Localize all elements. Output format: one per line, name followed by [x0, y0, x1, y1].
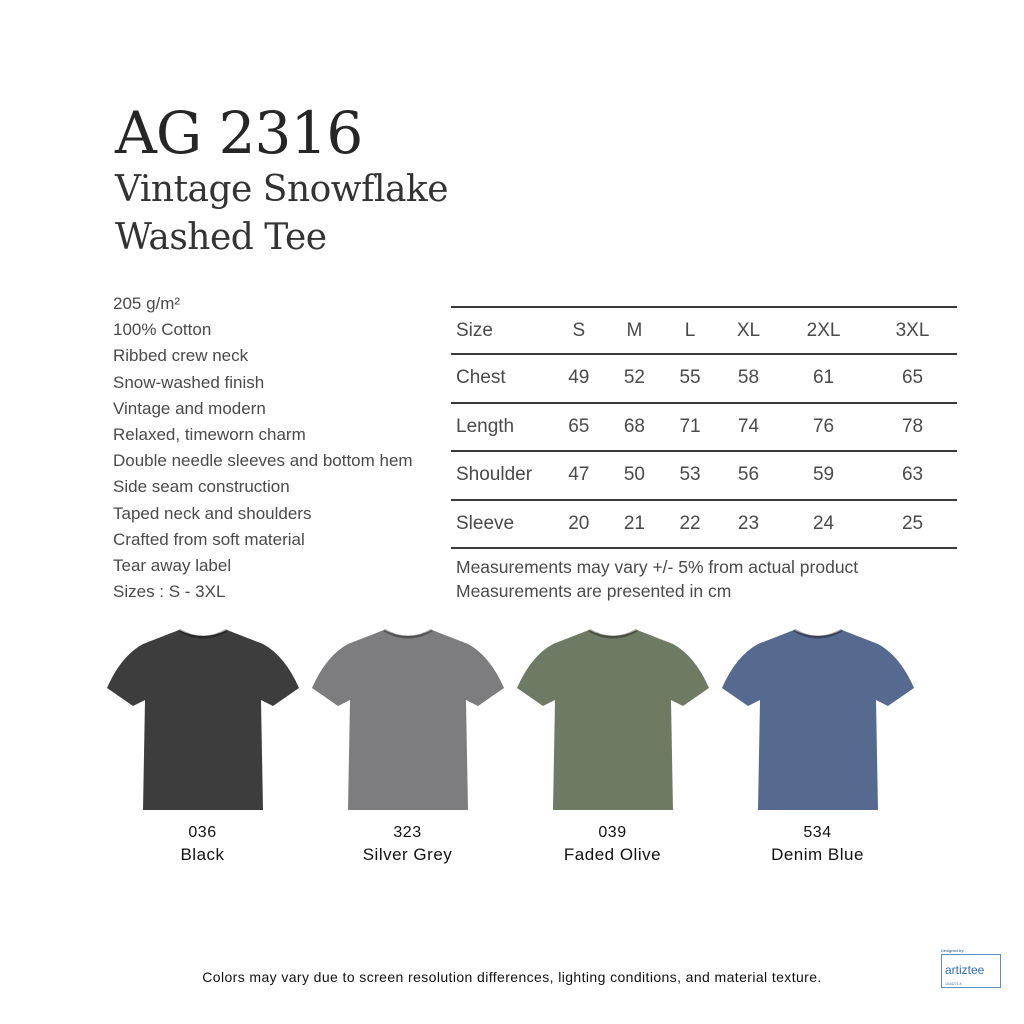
table-cell: 25 [901, 512, 924, 534]
size-header-label: Size [456, 319, 493, 341]
feature-item: Crafted from soft material [113, 529, 305, 549]
measurement-notes [456, 555, 858, 603]
table-cell: 71 [679, 415, 701, 437]
tshirt-shape [107, 630, 299, 810]
size-header-cell: 2XL [806, 319, 841, 341]
feature-item: Ribbed crew neck [113, 346, 249, 366]
color-disclaimer: Colors may vary due to screen resolution differences, lighting conditions, and material texture. [202, 969, 822, 985]
logo-frame [941, 954, 1001, 988]
measurement-note-units: Measurements are presented in cm [456, 581, 732, 601]
feature-item: Vintage and modern [113, 398, 266, 418]
feature-item: 205 g/m² [113, 294, 181, 313]
title-block [115, 100, 448, 262]
size-header-cell: L [684, 319, 696, 341]
table-row [451, 354, 957, 403]
table-cell: 24 [812, 512, 835, 534]
table-cell: 50 [623, 464, 645, 486]
color-name: Denim Blue [771, 845, 864, 864]
tshirt-shape [517, 630, 709, 810]
table-row [451, 451, 957, 500]
brand-logo [941, 948, 1003, 992]
table-row [451, 500, 957, 549]
feature-item: Double needle sleeves and bottom hem [113, 451, 413, 471]
size-header-row [451, 307, 957, 354]
table-cell: 53 [679, 464, 701, 486]
table-cell: 56 [737, 464, 760, 486]
logo-id: 1044271 A [945, 982, 962, 986]
color-name: Faded Olive [563, 845, 662, 864]
table-cell: 76 [812, 415, 835, 437]
tshirt-shape [312, 630, 504, 810]
feature-item: Sizes : S - 3XL [113, 582, 226, 602]
table-cell: 55 [679, 367, 701, 389]
table-cell: 65 [568, 415, 590, 437]
feature-item: 100% Cotton [113, 320, 212, 340]
table-cell: 21 [623, 512, 645, 534]
table-cell: 58 [737, 367, 760, 389]
logo-designed-by: Designed by: [941, 948, 965, 953]
tshirt-icon [720, 622, 916, 812]
color-swatch-faded-olive[interactable] [510, 622, 715, 866]
table-cell: 63 [901, 464, 924, 486]
color-swatches [100, 622, 930, 872]
table-cell: 52 [623, 367, 645, 389]
product-model: AG 2316 [115, 99, 363, 167]
logo-brand: artiztee [945, 963, 985, 977]
row-label: Length [456, 415, 515, 437]
table-cell: 22 [679, 512, 701, 534]
table-cell: 20 [568, 512, 590, 534]
row-label: Sleeve [456, 512, 515, 534]
feature-item: Snow-washed finish [113, 372, 265, 392]
table-cell: 68 [623, 415, 645, 437]
product-name-line1: Vintage Snowflake [115, 169, 449, 210]
table-cell: 23 [737, 512, 760, 534]
color-swatch-silver-grey[interactable] [305, 622, 510, 866]
color-name: Black [180, 845, 225, 864]
table-cell: 78 [901, 415, 924, 437]
row-label: Chest [456, 367, 506, 389]
measurement-note-tolerance: Measurements may vary +/- 5% from actual product [456, 557, 859, 577]
color-swatch-black[interactable] [100, 622, 305, 866]
table-cell: 61 [812, 367, 835, 389]
tshirt-icon [105, 622, 301, 812]
table-cell: 47 [568, 464, 590, 486]
row-label: Shoulder [456, 464, 533, 486]
color-swatch-denim-blue[interactable] [715, 622, 920, 866]
feature-item: Side seam construction [113, 477, 290, 497]
tshirt-icon [515, 622, 711, 812]
table-cell: 74 [737, 415, 760, 437]
tshirt-shape [722, 630, 914, 810]
feature-list [113, 291, 413, 605]
color-code: 323 [393, 824, 422, 841]
color-code: 534 [803, 824, 832, 841]
color-code: 039 [598, 824, 627, 841]
color-name: Silver Grey [362, 845, 453, 864]
size-header-cell: S [572, 319, 586, 341]
product-name-line2: Washed Tee [115, 217, 327, 258]
size-header-cell: XL [736, 319, 761, 341]
color-code: 036 [188, 824, 217, 841]
tshirt-icon [310, 622, 506, 812]
table-cell: 49 [568, 367, 590, 389]
table-row [451, 403, 957, 452]
table-cell: 59 [812, 464, 835, 486]
size-header-cell: M [626, 319, 643, 341]
feature-item: Relaxed, timeworn charm [113, 424, 306, 444]
feature-item: Tear away label [113, 555, 232, 575]
size-chart-table [451, 306, 957, 549]
size-header-cell: 3XL [895, 319, 930, 341]
feature-item: Taped neck and shoulders [113, 503, 312, 523]
table-cell: 65 [901, 367, 924, 389]
